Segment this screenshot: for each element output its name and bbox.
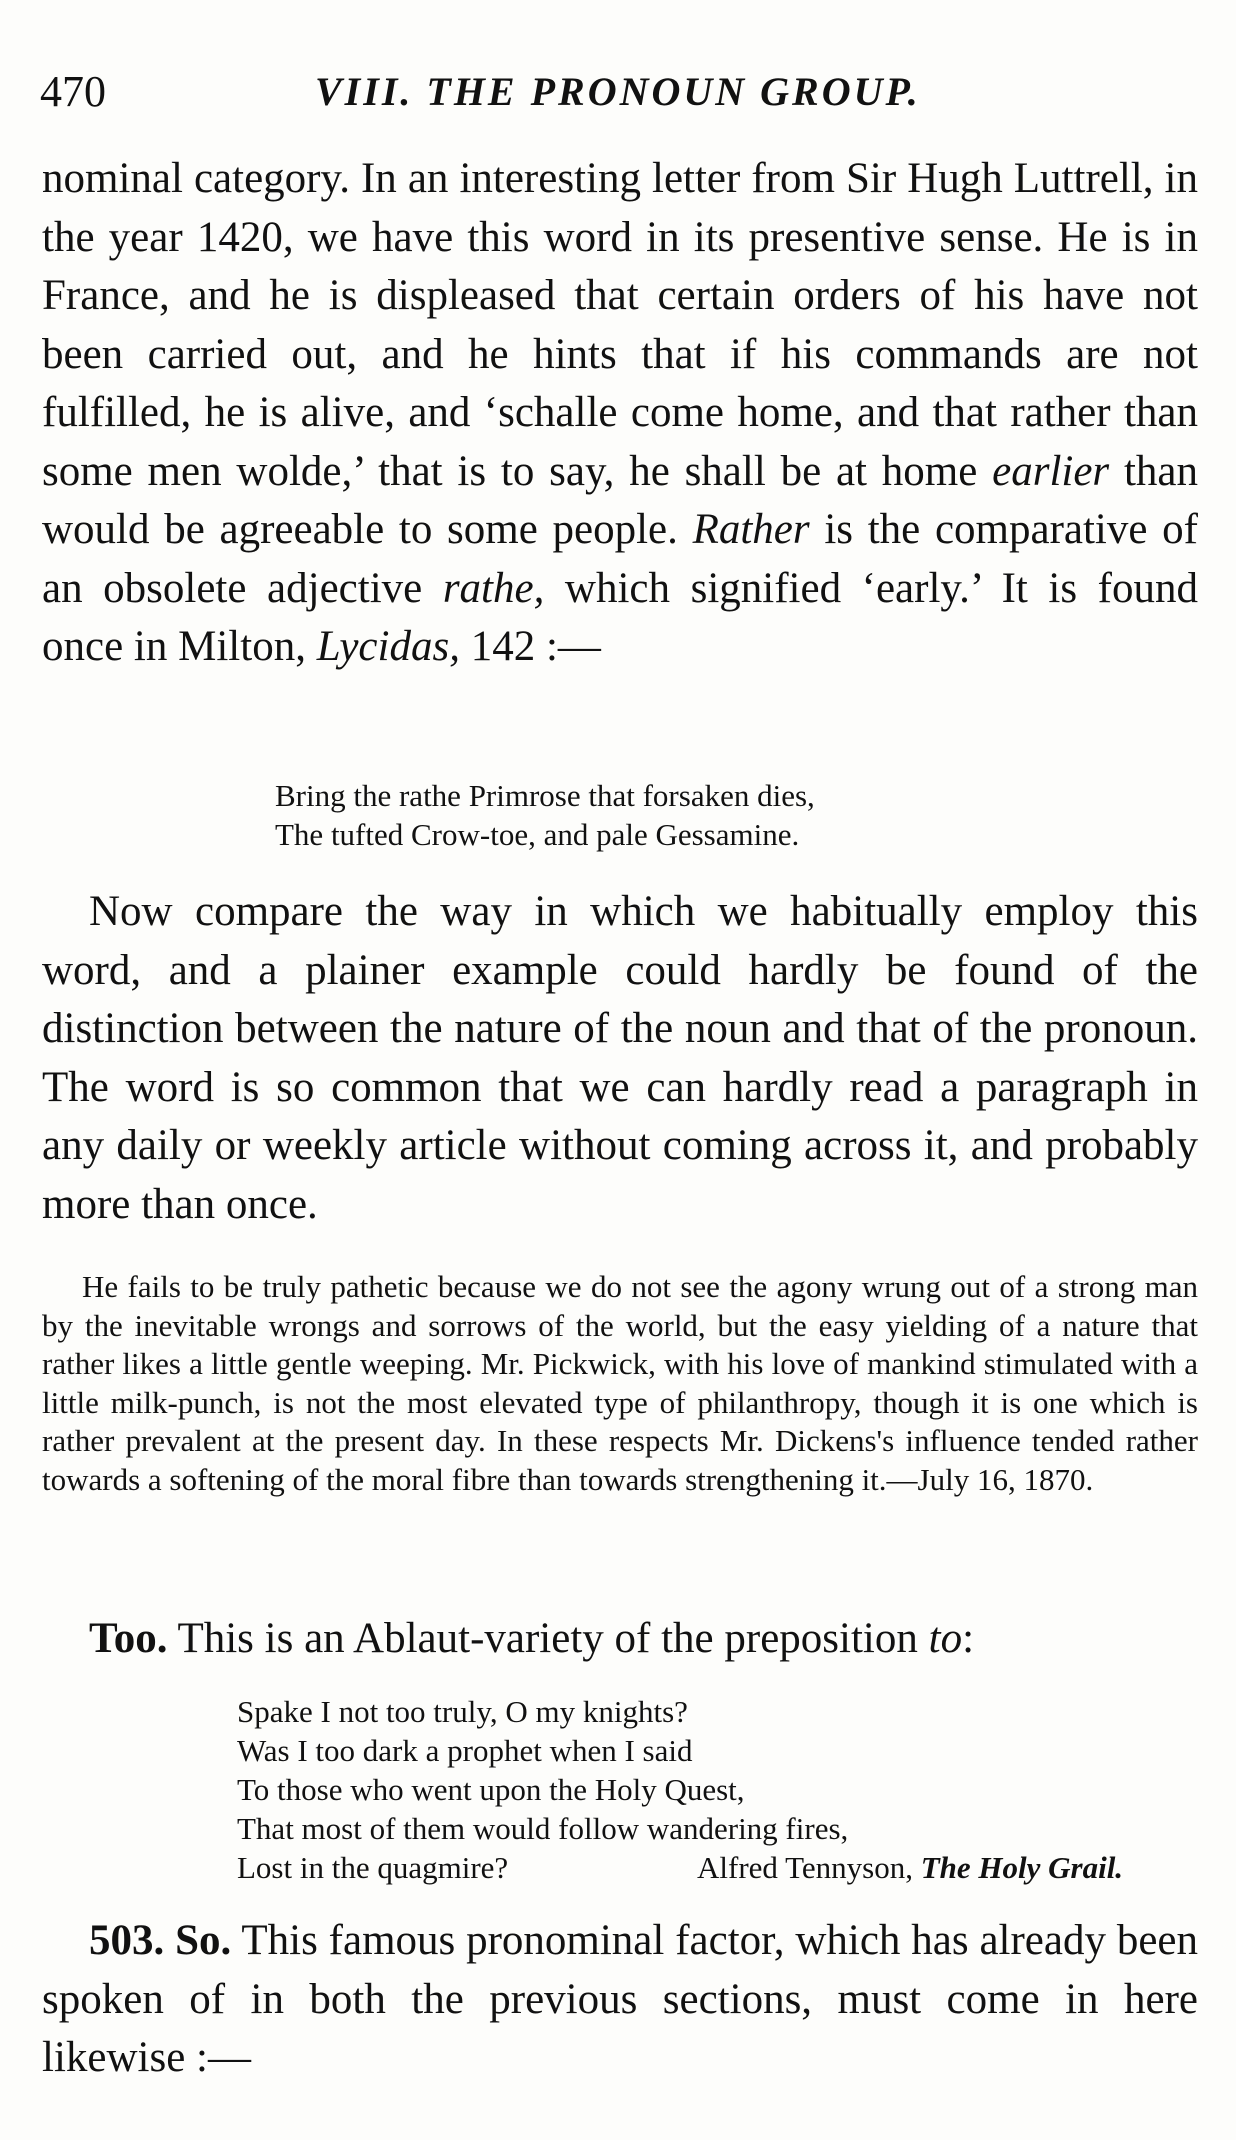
verse-line: To those who went upon the Holy Quest, bbox=[237, 1772, 745, 1807]
attribution bbox=[697, 1850, 1123, 1885]
verse-line: That most of them would follow wandering fires, bbox=[237, 1811, 849, 1846]
too-word-to: to bbox=[928, 1615, 963, 1662]
para1-italic-lycidas: Lycidas, bbox=[316, 623, 460, 670]
running-head: VIII. THE PRONOUN GROUP. bbox=[315, 69, 921, 114]
paragraph-too bbox=[42, 1610, 1198, 1669]
page-number: 470 bbox=[40, 67, 106, 116]
para1-text-2: than would be agreeable to some people. bbox=[42, 447, 1198, 553]
para1-text-3: is the comparative of an obsolete adjective bbox=[42, 506, 1198, 612]
verse-line: Bring the rathe Primrose that forsaken dies, bbox=[275, 778, 815, 813]
verse-line: Lost in the quagmire? bbox=[237, 1850, 509, 1885]
para1-text-5: 142 :— bbox=[459, 623, 601, 670]
newspaper-quotation: He fails to be truly pathetic because we do not see the agony wrung out of a strong man by the inevitable wrongs and sorrows of the world, but the easy yielding of a nature that rather likes a little gentle weeping. Mr. Pickwick, with his love of mankind stimulated with a little milk-punch, is not the most elevated type of philanthropy, though it is one which is rather prevalent at the present day. In these respects Mr. Dickens's influence tended rather towards a softening of the moral fibre than towards strengthening it.—July 16, 1870. bbox=[42, 1269, 1198, 1497]
verse-line: The tufted Crow-toe, and pale Gessamine. bbox=[275, 817, 800, 852]
tennyson-quotation bbox=[237, 1692, 1123, 1887]
attribution-title: The Holy Grail. bbox=[920, 1850, 1124, 1885]
page-header bbox=[40, 62, 1200, 122]
too-colon: : bbox=[962, 1615, 975, 1662]
section-503-text: This famous pronominal factor, which has already been spoken of in both the previous sections, must come in here likewise :— bbox=[42, 1917, 1198, 2081]
para1-italic-earlier: earlier bbox=[992, 447, 1110, 495]
paragraph-luttrell bbox=[42, 150, 1198, 677]
section-503-heading: 503. So. bbox=[89, 1917, 232, 1964]
para1-italic-rathe: rathe, bbox=[442, 564, 545, 612]
too-text: This is an Ablaut-variety of the preposition bbox=[167, 1615, 929, 1662]
para1-italic-rather: Rather bbox=[692, 506, 810, 553]
paragraph-503-so bbox=[42, 1912, 1198, 2088]
para1-text-1: nominal category. In an interesting letter from Sir Hugh Luttrell, in the year 1420, we have this word in its presentive sense. He is in France, and he is displeased that certain orders of his have not been carried out, and he hints that if his commands are not fulfilled, he is alive, and ‘schalle come home, and that rather than some men wolde,’ that is to say, he shall be at home bbox=[42, 155, 1198, 495]
verse-line: Was I too dark a prophet when I said bbox=[237, 1733, 693, 1768]
milton-quotation bbox=[275, 776, 815, 854]
paragraph-compare: Now compare the way in which we habitually employ this word, and a plainer example could hardly be found of the distinction between the nature of the noun and that of the pronoun. The word is so common that we can hardly read a paragraph in any daily or weekly article without coming across it, and probably more than once. bbox=[42, 888, 1198, 1228]
para1-text-4: which signified ‘early.’ It is found once in Milton, bbox=[42, 564, 1198, 670]
verse-line: Spake I not too truly, O my knights? bbox=[237, 1694, 688, 1729]
attribution-author: Alfred Tennyson, bbox=[697, 1850, 921, 1885]
too-heading: Too. bbox=[89, 1615, 168, 1662]
